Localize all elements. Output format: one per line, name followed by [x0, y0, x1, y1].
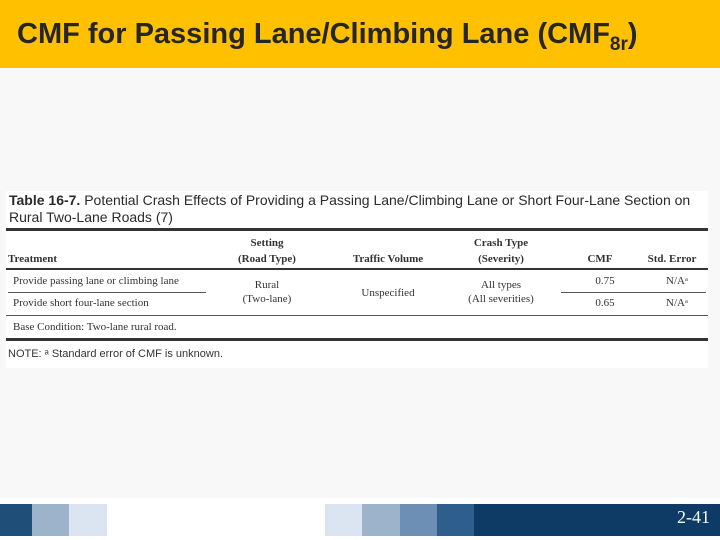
crash-type-value-line1: All types [480, 279, 522, 291]
header-setting-line1: Setting [250, 237, 284, 249]
slide-title: CMF for Passing Lane/Climbing Lane $(CMF_{8r})$ [17, 18, 638, 55]
traffic-volume-value: Unspecified [361, 287, 415, 299]
footer-block [437, 504, 474, 536]
setting-value-line2: (Two-lane) [242, 293, 292, 305]
row1-cmf: 0.75 [595, 275, 615, 287]
table-caption [9, 192, 699, 226]
table-note: NOTE: ᵃ Standard error of CMF is unknown. [8, 348, 223, 360]
header-setting-line2: (Road Type) [238, 253, 296, 265]
footer-block [400, 504, 437, 536]
row2-std-error: N/Aᵃ [666, 297, 688, 309]
footer-block [362, 504, 400, 536]
footer-block [0, 504, 32, 536]
footer-bar [0, 504, 720, 540]
row2-cmf: 0.65 [595, 297, 615, 309]
row1-divider-right [561, 292, 706, 293]
footer-block [107, 504, 325, 536]
table-header-rule [6, 268, 708, 270]
row1-treatment: Provide passing lane or climbing lane [13, 275, 179, 287]
table-caption-text: Potential Crash Effects of Providing a Passing Lane/Climbing Lane or Short Four-Lane Section on Rural Two-Lane Roads (7) [9, 192, 691, 225]
title-subscript: 8r [609, 34, 628, 55]
row1-divider-left [8, 292, 206, 293]
setting-value-line1: Rural [254, 279, 280, 291]
header-std-error: Std. Error [647, 253, 697, 265]
title-bar [0, 0, 720, 68]
header-treatment: Treatment [8, 253, 58, 265]
crash-effects-table [6, 191, 708, 368]
crash-type-value-line2: (All severities) [468, 293, 534, 305]
footer-block [32, 504, 69, 536]
footer-block [69, 504, 107, 536]
header-traffic-volume: Traffic Volume [352, 253, 424, 265]
base-condition-top-rule [6, 315, 708, 316]
footer-block [325, 504, 362, 536]
header-crash-type-line2: (Severity) [478, 253, 524, 265]
row2-treatment: Provide short four-lane section [13, 297, 149, 309]
header-cmf: CMF [587, 253, 613, 265]
row1-std-error: N/Aᵃ [666, 275, 688, 287]
table-top-rule [6, 228, 708, 231]
base-condition: Base Condition: Two-lane rural road. [13, 321, 177, 333]
table-bottom-rule [6, 338, 708, 341]
table-caption-label: Table 16-7. [9, 192, 81, 208]
header-crash-type-line1: Crash Type [473, 237, 529, 249]
page-number: 2-41 [677, 507, 710, 527]
